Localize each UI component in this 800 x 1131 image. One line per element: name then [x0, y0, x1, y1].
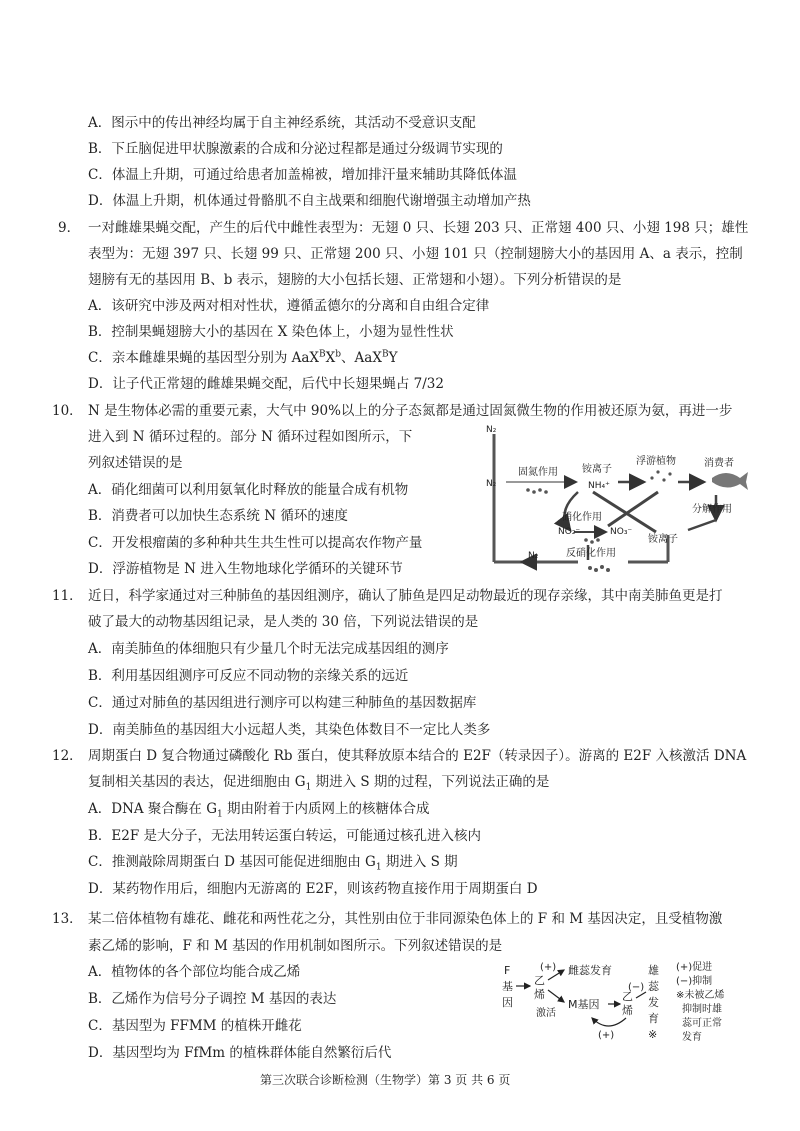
ethylene-mgene-arrow	[548, 990, 564, 1002]
legend-note-4: 发育	[682, 1032, 702, 1043]
q10-option-d: D．浮游植物是 N 进入生物地球化学循环的关键环节	[88, 561, 403, 577]
nitrification-label: 硝化作用	[562, 512, 602, 523]
nitrification-curve	[565, 492, 578, 530]
ethylene-2-label-a: 乙	[622, 990, 633, 1003]
q10-stem-3: 列叙述错误的是	[88, 455, 183, 471]
q12-number: 12．	[52, 748, 83, 764]
n2-bottom-label: N₂	[528, 551, 539, 561]
page-footer: 第三次联合诊断检测（生物学）第 3 页 共 6 页	[260, 1073, 511, 1087]
q11-option-a: A．南美肺鱼的体细胞只有少量几个时无法完成基因组的测序	[88, 641, 449, 657]
q8-option-b: B．下丘脑促进甲状腺激素的合成和分泌过程都是通过分级调节实现的	[88, 141, 503, 157]
n2-top-label: N₂	[486, 425, 497, 435]
cross-line-2	[608, 492, 658, 526]
no2-label: NO₂⁻	[558, 527, 581, 537]
q8-option-a: A．图示中的传出神经均属于自主神经系统，其活动不受意识支配	[88, 115, 476, 131]
fm-gene-mechanism-diagram	[496, 958, 776, 1058]
q10-stem-1: N 是生物体必需的重要元素，大气中 90%以上的分子态氮都是通过固氮微生物的作用被还原为氨，再进一步	[88, 403, 733, 419]
stamen-label-2: 蕊	[648, 980, 659, 993]
inhibit-label: (−)	[628, 982, 645, 993]
q9-option-b: B．控制果蝇翅膀大小的基因在 X 染色体上，小翅为显性性状	[88, 324, 454, 340]
q13-stem-1: 某二倍体植物有雄花、雌花和两性花之分，其性别由位于非同源染色体上的 F 和 M 基因决定，且受植物激	[88, 911, 723, 927]
legend-note-1: ※未被乙烯	[676, 990, 725, 1001]
n2-left-label: N₂	[486, 479, 497, 489]
ethylene-2-label-b: 烯	[622, 1004, 633, 1017]
q13-option-d: D．基因型均为 FfMm 的植株群体能自然繁衍后代	[88, 1045, 392, 1061]
nitrogen-cycle-diagram	[478, 420, 758, 580]
legend-promote: (+)促进	[676, 962, 713, 973]
activate-label: 激活	[536, 1008, 556, 1019]
f-gene-label-2: 基	[502, 980, 513, 993]
q12-option-a: A．DNA 聚合酶在 $G_1$ 期由附着于内质网上的核糖体合成	[88, 801, 430, 820]
legend-note-3: 蕊可正常	[682, 1018, 722, 1029]
plankton-label: 浮游植物	[636, 456, 676, 467]
q9-number: 9．	[58, 220, 81, 236]
no3-label: NO₃⁻	[610, 527, 633, 537]
q13-option-c: C．基因型为 FFMM 的植株开雌花	[88, 1018, 302, 1034]
legend-note-2: 抑制时雄	[682, 1004, 722, 1015]
q9-stem-1: 一对雌雄果蝇交配，产生的后代中雌性表型为：无翅 0 只、长翅 203 只、正常翅 400 只、小翅 198 只；雄性	[88, 220, 749, 236]
decomposition-label: 分解作用	[692, 504, 732, 515]
fish-icon	[712, 472, 748, 490]
consumer-label: 消费者	[704, 458, 734, 469]
q9-option-d: D．让子代正常翅的雌雄果蝇交配，后代中长翅果蝇占 7/32	[88, 376, 444, 392]
q10-stem-2: 进入到 N 循环过程的。部分 N 循环过程如图所示，下	[88, 429, 413, 445]
promote-label-2: (+)	[598, 1030, 615, 1041]
q8-option-c: C．体温上升期，可通过给患者加盖棉被，增加排汗量来辅助其降低体温	[88, 167, 517, 183]
q13-option-b: B．乙烯作为信号分子调控 M 基因的表达	[88, 991, 337, 1007]
q9-stem-3: 翅膀有无的基因用 B、b 表示，翅膀的大小包括长翅、正常翅和小翅）。下列分析错误的是	[88, 272, 622, 288]
denitrification-label: 反硝化作用	[566, 548, 616, 559]
fixation-label: 固氮作用	[518, 467, 558, 478]
q12-stem-1: 周期蛋白 D 复合物通过磷酸化 Rb 蛋白，使其释放原本结合的 E2F（转录因子）。游离的 E2F 入核激活 DNA	[88, 748, 747, 764]
q9-stem-2: 表型为：无翅 397 只、长翅 99 只、正常翅 200 只、小翅 101 只（控制翅膀大小的基因用 A、a 表示，控制	[88, 246, 743, 262]
q11-stem-2: 破了最大的动物基因组记录，是人类的 30 倍，下列说法错误的是	[88, 614, 479, 630]
q13-stem-2: 素乙烯的影响，F 和 M 基因的作用机制如图所示。下列叙述错误的是	[88, 938, 503, 954]
f-gene-label-3: 因	[502, 996, 513, 1009]
q12-stem-2: 复制相关基因的表达，促进细胞由 $G_1$ 期进入 S 期的过程，下列说法正确的是	[88, 774, 550, 793]
q10-option-c: C．开发根瘤菌的多种种共生共生性可以提高农作物产量	[88, 535, 423, 551]
q11-option-c: C．通过对肺鱼的基因组进行测序可以构建三种肺鱼的基因数据库	[88, 695, 477, 711]
ethylene-label-a: 乙	[534, 974, 545, 987]
q9-option-a: A．该研究中涉及两对相对性状，遵循孟德尔的分离和自由组合定律	[88, 298, 490, 314]
q9-option-c: C．亲本雌雄果蝇的基因型分别为 $AaX^BX^b$、AaX$^B$Y	[88, 349, 398, 366]
q12-option-b: B．E2F 是大分子，无法用转运蛋白转运，可能通过核孔进入核内	[88, 828, 482, 844]
q10-option-b: B．消费者可以加快生态系统 N 循环的速度	[88, 508, 348, 524]
stamen-label-3: 发	[648, 996, 659, 1009]
ammonium-2-label: 铵离子	[648, 534, 678, 545]
q13-option-a: A．植物体的各个部位均能合成乙烯	[88, 964, 301, 980]
q12-option-d: D．某药物作用后，细胞内无游离的 E2F，则该药物直接作用于周期蛋白 D	[88, 881, 538, 897]
q12-option-c: C．推测敲除周期蛋白 D 基因可能促进细胞由 $G_1$ 期进入 S 期	[88, 854, 458, 873]
ethylene-label-b: 烯	[534, 988, 545, 1001]
promote-label-1: (+)	[540, 962, 557, 973]
q10-option-a: A．硝化细菌可以利用氨氧化时释放的能量合成有机物	[88, 482, 409, 498]
q11-number: 11．	[52, 588, 83, 604]
pistil-development-label: 雌蕊发育	[568, 964, 612, 977]
stamen-label-5: ※	[648, 1028, 658, 1041]
stamen-label-4: 育	[648, 1012, 659, 1025]
q11-stem-1: 近日，科学家通过对三种肺鱼的基因组测序，确认了肺鱼是四足动物最近的现存亲缘，其中南美肺鱼更是打	[88, 588, 723, 604]
f-gene-label-1: F	[504, 964, 511, 977]
decomp-line	[688, 520, 716, 530]
m-gene-label: M基因	[568, 998, 600, 1011]
feedback-arrow	[592, 1018, 626, 1026]
q13-number: 13．	[52, 911, 83, 927]
legend-inhibit: (−)抑制	[676, 976, 713, 987]
q11-option-b: B．利用基因组测序可反应不同动物的亲缘关系的远近	[88, 668, 409, 684]
q11-option-d: D．南美肺鱼的基因组大小远超人类，其染色体数目不一定比人类多	[88, 722, 491, 738]
stamen-label-1: 雄	[648, 964, 659, 977]
nh4-label: NH₄⁺	[588, 481, 610, 491]
ammonium-label: 铵离子	[582, 464, 612, 475]
q8-option-d: D．体温上升期，机体通过骨骼肌不自主战栗和细胞代谢增强主动增加产热	[88, 193, 531, 209]
q10-number: 10．	[52, 403, 83, 419]
